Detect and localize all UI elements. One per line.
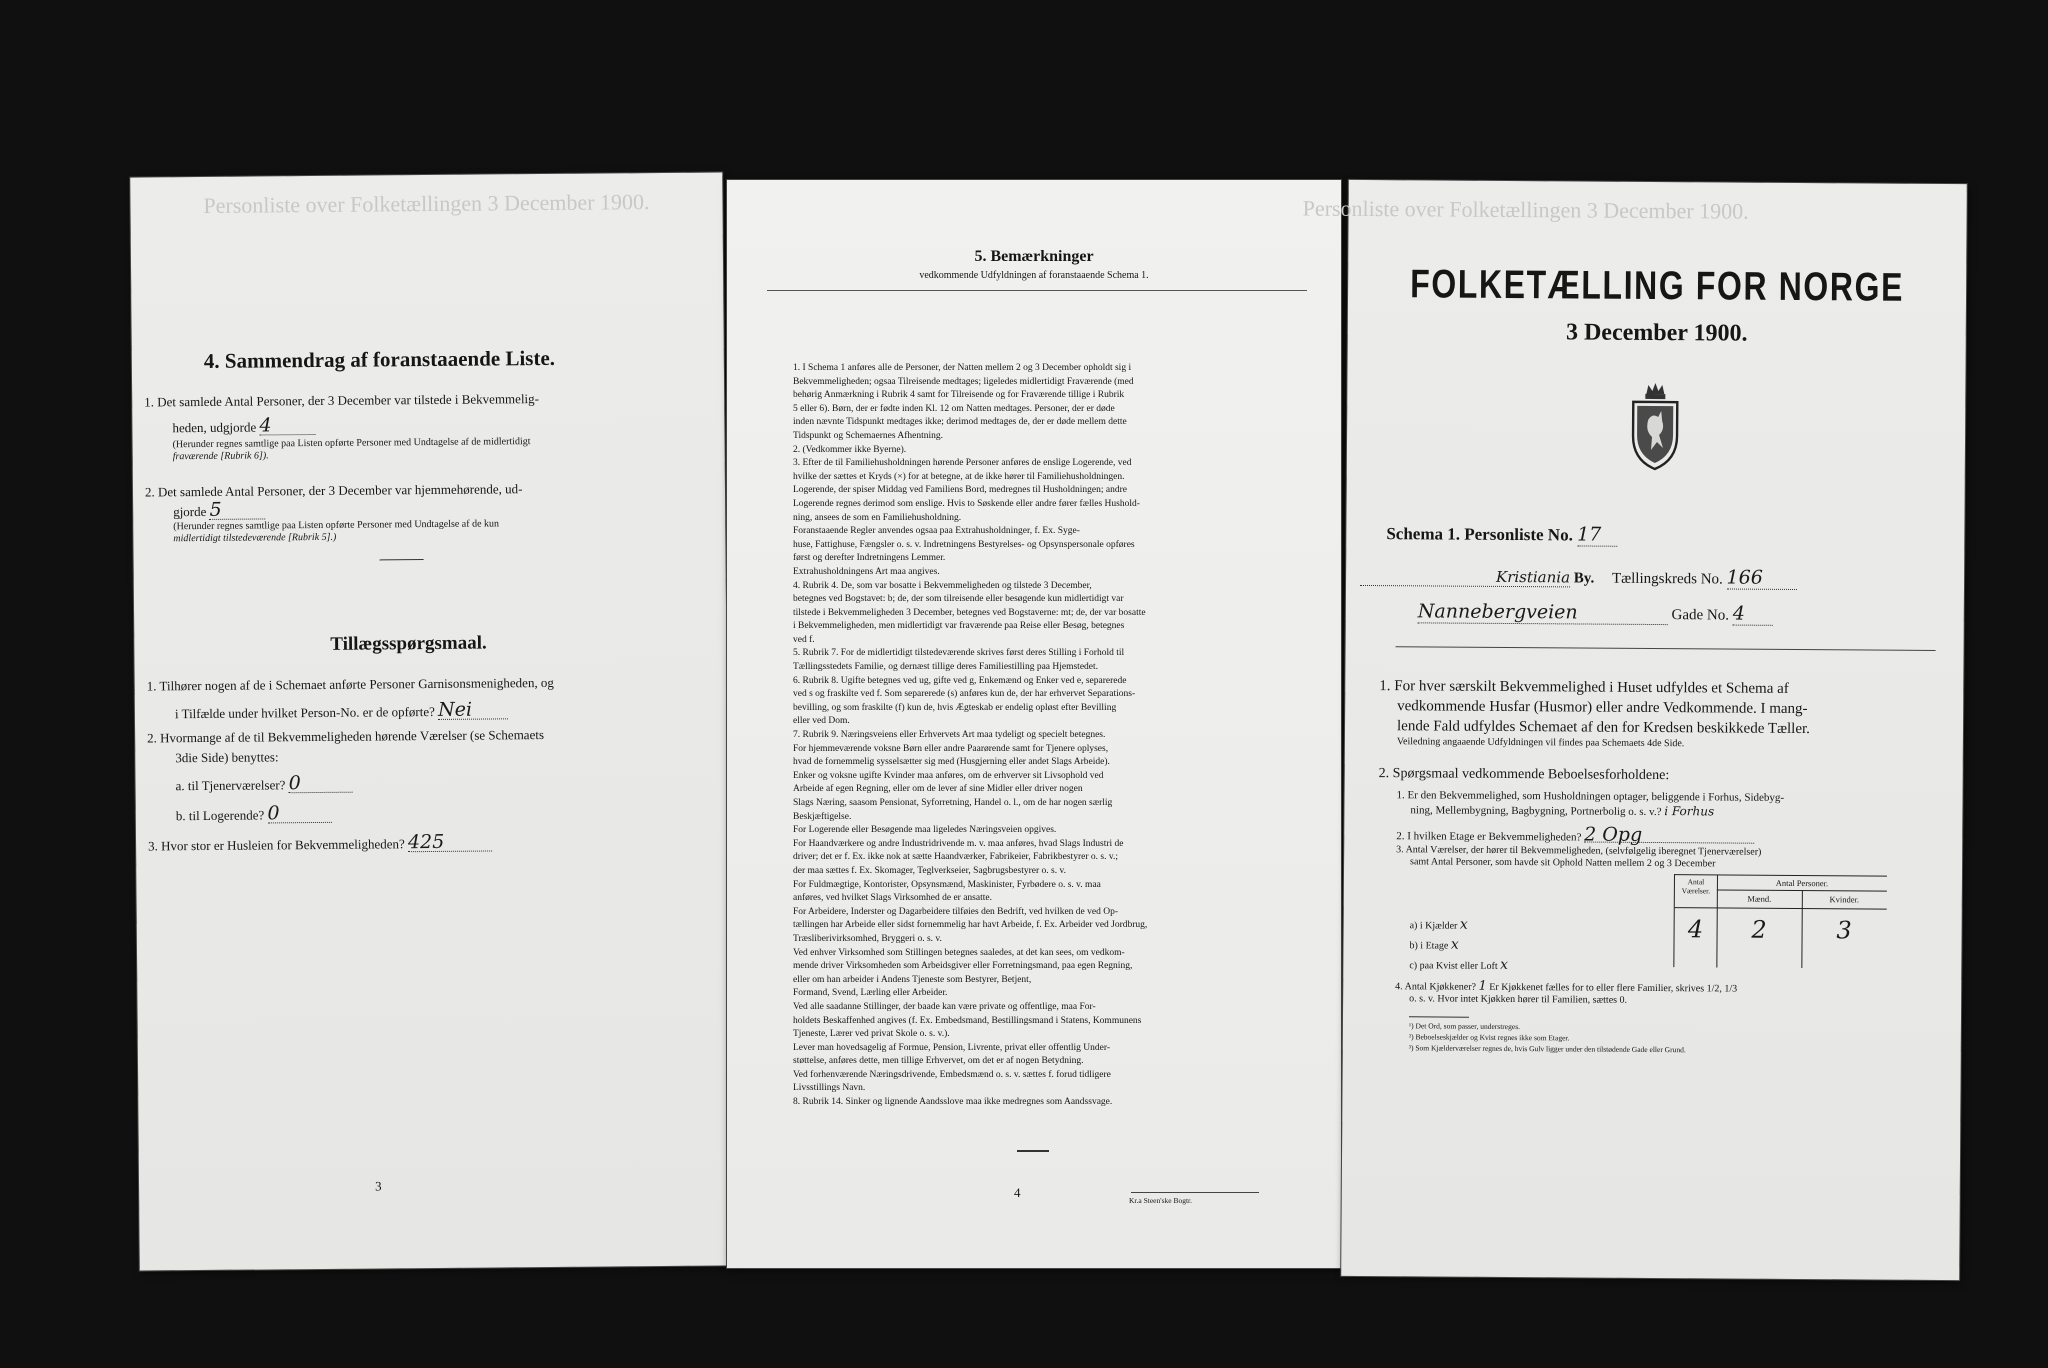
street-label: Gade No.	[1671, 607, 1730, 624]
t2a-line	[175, 774, 352, 796]
remark-line: mende driver Virksomheden som Arbeidsgiver eller Forretningsmand, paa egen Regning,	[793, 961, 1133, 972]
remark-line: For Haandværkere og andre Industridrivende m. v. maa anføres, hvad Slags Industri de	[793, 838, 1124, 849]
row-kjaelder	[1410, 918, 1468, 932]
remark-line: Foranstaaende Regler anvendes ogsaa paa Extrahusholdninger, f. Ex. Syge-	[793, 526, 1080, 537]
remark-line: 5. Rubrik 7. For de midlertidigt tilstedeværende skrives først deres Stilling i Forhold til	[793, 648, 1125, 659]
footnote-1: ¹) Det Ord, som passer, understreges.	[1408, 1021, 1521, 1032]
q4-line2: o. s. v. Hvor intet Kjøkken hører til Familien, sættes 0.	[1409, 993, 1628, 1006]
remark-line: ning, ansees de som en Familiehusholdning.	[793, 512, 962, 523]
schema-label: Schema 1. Personliste No.	[1386, 524, 1573, 545]
instruction-2: 2. Spørgsmaal vedkommende Beboelsesforholdene:	[1378, 766, 1670, 784]
row-a-answer: x	[1459, 916, 1468, 933]
page-number: 4	[1014, 1185, 1021, 1200]
q1-line1: 1. Er den Bekvemmelighed, som Husholdningen optager, beliggende i Forhus, Sidebyg-	[1396, 789, 1785, 804]
remark-line: 8. Rubrik 14. Sinker og lignende Aandsslove maa ikke medregnes som Aandssvage.	[793, 1097, 1113, 1108]
remark-line: hvilke der sættes et Kryds (×) for at betegne, at de ikke hører til Familiehusholdningen.	[793, 471, 1125, 482]
q2-note-2: midlertidigt tilstedeværende [Rubrik 5].)	[173, 531, 337, 545]
t2a-label: a. til Tjenerværelser?	[175, 777, 286, 794]
remark-line: Arbeide af egen Regning, eller om de lever af sine Midler eller driver nogen	[793, 784, 1083, 795]
row-c-answer: x	[1500, 956, 1509, 973]
city-line	[1360, 564, 1797, 590]
women-etage: 3	[1836, 916, 1852, 945]
remark-line: Ved enhver Virksomhed som Stillingen betegnes saaledes, at det kan sees, om vedkom-	[793, 947, 1125, 958]
remark-line: i Bekvemmeligheden, men midlertidigt var fraværende paa Reise eller Besøg, betegnes	[793, 621, 1125, 632]
instr1-line2: vedkommende Husfar (Husmor) eller andre Vedkommende. I mang-	[1397, 698, 1808, 718]
remark-line: 1. I Schema 1 anføres alle de Personer, der Natten mellem 2 og 3 December opholdt sig i	[793, 363, 1132, 373]
footnote-rule	[1409, 1016, 1469, 1017]
remark-line: først og derefter Indretningens Lemmer.	[793, 553, 946, 564]
instr1-line1: 1. For hver særskilt Bekvemmelighed i Huset udfyldes et Schema af	[1379, 678, 1789, 697]
printer-mark: Kr.a Steen'ske Bogtr.	[1129, 1196, 1193, 1205]
t2b-answer: 0	[267, 804, 331, 824]
head-persons: Antal Personer.	[1775, 877, 1829, 889]
t2b-line	[176, 804, 332, 825]
remarks-title: 5. Bemærkninger	[974, 248, 1094, 265]
remark-line: holdets Beskaffenhed angives (f. Ex. Embedsmand, Bestillingsmand i Statens, Kommunens	[793, 1015, 1142, 1026]
remark-line: Træsliberivirksomhed, Bryggeri o. s. v.	[793, 933, 942, 944]
q1-label: heden, udgjorde	[172, 419, 257, 436]
divider	[380, 559, 424, 560]
remark-line: Ved alle saadanne Stillinger, der baade kan være private og offentlige, maa For-	[793, 1001, 1096, 1012]
row-a-label: a) i Kjælder	[1409, 920, 1458, 932]
page-number: 3	[374, 1178, 382, 1194]
remark-line: der maa sættes f. Ex. Skomager, Teglverkseier, Sagbrugsbestyrer o. s. v.	[793, 865, 1066, 876]
street-number: 4	[1733, 603, 1773, 626]
remark-line: støttelse, anføres dette, men tillige Erhvervet, om det er af nogen Betydning.	[793, 1056, 1084, 1067]
q1-note-1: (Herunder regnes samtlige paa Listen opførte Personer med Undtagelse af de midlertidigt	[172, 436, 531, 451]
head-men: Mænd.	[1747, 893, 1772, 904]
instruction-1	[1379, 676, 1959, 752]
remark-line: driver; det er f. Ex. ikke nok at sætte Haandværker, Fabrikeier, Fabrikbestyrer o. s. v.;	[793, 852, 1118, 863]
remark-line: behørig Anmærkning i Rubrik 4 samt for Tilreisende og for Fraværende tillige i Rubrik	[793, 390, 1125, 401]
t1-line2	[175, 700, 508, 723]
rule	[1396, 646, 1936, 651]
t2-line1: 2. Hvormange af de til Bekvemmeligheden hørende Værelser (se Schemaets	[147, 727, 545, 746]
q4-label: 4. Antal Kjøkkener?	[1395, 981, 1477, 993]
city-answer: Kristiania	[1360, 567, 1570, 587]
rule	[1131, 1192, 1259, 1193]
rooms-persons-table	[1673, 874, 1887, 968]
q4-answer: 1	[1478, 978, 1487, 994]
remark-line: 5 eller 6). Børn, der er fødte inden Kl. 12 om Natten medtages. Personer, der er døde	[793, 403, 1115, 414]
remark-line: Tidspunkt og Schemaernes Afhentning.	[793, 430, 944, 441]
remark-line: Tjeneste, Lærer ved privat Skole o. s. v.).	[793, 1029, 950, 1040]
remark-line: Logerende regnes derimod som enslige. Hvis to Søskende eller andre fører fælles Hushold-	[793, 498, 1140, 509]
q3-line1: 3. Antal Værelser, der hører til Bekvemmeligheden, (selvfølgelig iberegnet Tjenerværelser)	[1396, 844, 1762, 858]
section4-title: 4. Sammendrag af foranstaaende Liste.	[203, 345, 556, 373]
district-label: Tællingskreds No.	[1611, 570, 1723, 588]
remark-line: hvad de fornemmelig sysselsætter sig med (Husgjerning eller andet Slags Arbeide).	[793, 757, 1110, 768]
remark-line: bevilling, og som fraskilte (f) kun de, hvis Ægteskab er endelig opløst efter Bevilling	[793, 702, 1117, 713]
q1-answer: 4	[259, 416, 315, 435]
page-1-cover	[1302, 180, 1967, 1280]
remark-line: ved s og fraskilte ved f. Som separerede (s) anføres kun de, der har erhvervet Separations-	[793, 689, 1136, 700]
remark-line: eller ved Dom.	[793, 716, 850, 727]
q2-answer: 2 Opg	[1584, 828, 1754, 844]
remark-line: For hjemmeværende voksne Børn eller andre Paarørende samt for Tjenere oplyses,	[793, 743, 1109, 754]
men-etage: 2	[1751, 915, 1767, 944]
q2-line1: 2. Det samlede Antal Personer, der 3 December var hjemmehørende, ud-	[144, 481, 523, 500]
t3-answer: 425	[408, 832, 492, 852]
row-b-answer: x	[1450, 936, 1459, 953]
t2-line2: 3die Side) benyttes:	[175, 749, 279, 766]
remarks-list	[793, 362, 1303, 1110]
t3-label: 3. Hvor stor er Husleien for Bekvemmeligheden?	[148, 836, 405, 854]
rule	[767, 290, 1307, 291]
remark-line: Enker og voksne ugifte Kvinder maa anføres, om de erhverver sit Livsophold ved	[793, 770, 1104, 781]
personliste-number: 17	[1577, 523, 1617, 546]
main-title: FOLKETÆLLING FOR NORGE	[1410, 262, 1905, 310]
remark-line: Logerende, der spiser Middag ved Familiens Bord, medregnes til Husholdningen; andre	[793, 485, 1128, 496]
footnotes	[1409, 1020, 1686, 1055]
faint-bleed-header: Personliste over Folketællingen 3 December 1900.	[1302, 195, 1749, 224]
remark-line: Extrahusholdningens Art maa angives.	[793, 566, 940, 577]
remarks-subtitle: vedkommende Udfyldningen af foranstaaende Schema 1.	[919, 270, 1149, 281]
district-number: 166	[1727, 567, 1797, 590]
norwegian-coat-of-arms-icon	[1626, 380, 1685, 472]
remark-line: For Fuldmægtige, Kontorister, Opsynsmænd, Maskinister, Fyrbødere o. s. v. maa	[793, 879, 1101, 890]
faint-bleed-header: Personliste over Folketællingen 3 December 1900.	[203, 189, 650, 218]
row-c-label: c) paa Kvist eller Loft	[1409, 960, 1498, 972]
q1-line1: 1. Det samlede Antal Personer, der 3 December var tilstede i Bekvemmelig-	[144, 391, 540, 410]
q2-line2	[173, 500, 266, 521]
remark-line: For Logerende eller Besøgende maa ligeledes Næringsveien opgives.	[793, 825, 1057, 836]
q2-label: 2. I hvilken Etage er Bekvemmeligheden?	[1396, 830, 1582, 844]
remark-line: Tællingsstedets Familie, og dernæst tillige deres Familiestilling paa Hjemstedet.	[793, 662, 1099, 673]
remark-line: Ved forhenværende Næringsdrivende, Embedsmænd o. s. v. sættes f. forud tidligere	[793, 1069, 1111, 1080]
remark-line: 6. Rubrik 8. Ugifte betegnes ved ug, gifte ved g, Enkemænd og Enker ved e, separerede	[793, 675, 1127, 686]
remark-line: eller om han arbeider i Andens Tjeneste som Bestyrer, Betjent,	[793, 974, 1032, 985]
remark-line: 7. Rubrik 9. Næringsveiens eller Erhvervets Art maa tydeligt og specielt betegnes.	[793, 730, 1106, 741]
remark-line: For Arbeidere, Inderster og Dagarbeidere tilføies den Bedrift, ved hvilken de ved Op-	[793, 906, 1118, 917]
street-line	[1418, 600, 1773, 625]
remark-line: tællingen har Arbeide eller sidst fornemmelig har havt Arbeide, f. Ex. Arbeider ved Jordbrug,	[793, 920, 1148, 931]
t2a-answer: 0	[289, 774, 353, 794]
row-kvist	[1409, 958, 1508, 973]
housing-q1	[1396, 788, 1956, 821]
street-answer: Nannebergveien	[1418, 600, 1668, 625]
instr1-line3: lende Fald udfyldes Schemaet af den for Kredsen beskikkede Tæller.	[1396, 718, 1811, 738]
row-etage	[1409, 938, 1458, 952]
remark-line: inden nævnte Tidspunkt medtages ikke; derimod medtages de, der er døde mellem dette	[793, 417, 1127, 428]
row-b-label: b) i Etage	[1409, 940, 1449, 952]
head-rooms: Antal Værelser.	[1681, 877, 1711, 896]
remark-line: Slags Næring, saasom Pensionat, Syforretning, Handel o. l., om de har nogen særlig	[793, 798, 1113, 808]
t1-answer: Nei	[438, 700, 508, 720]
remark-line: 4. Rubrik 4. De, som var bosatte i Bekvemmeligheden og tilstede 3 December,	[793, 580, 1092, 591]
t1-line1: 1. Tilhører nogen af de i Schemaet anførte Personer Garnisonsmenigheden, og	[146, 674, 554, 694]
q3-line2: samt Antal Personer, som havde sit Ophold Natten mellem 2 og 3 December	[1410, 856, 1716, 870]
city-label: By.	[1573, 570, 1595, 587]
remark-line: Lever man hovedsagelig af Formue, Pension, Livrente, privat eller offentlig Under-	[793, 1042, 1110, 1053]
q1-note-2: fraværende [Rubrik 6]).	[172, 450, 269, 463]
q2-note-1: (Herunder regnes samtlige paa Listen opførte Personer med Undtagelse af de kun	[173, 518, 500, 533]
divider	[1017, 1150, 1049, 1152]
remark-line: betegnes ved Bogstavet: b; de, der som tilreisende eller besøgende kun midlertidigt var	[793, 594, 1124, 605]
housing-q3	[1396, 844, 1956, 872]
remark-line: 2. (Vedkommer ikke Byerne).	[793, 444, 907, 455]
t2b-label: b. til Logerende?	[175, 807, 265, 824]
q1-line2	[1396, 802, 1956, 821]
footnote-3: ³) Som Kjælderværelser regnes de, hvis Gulv ligger under den tilstødende Gade eller Grund.	[1408, 1043, 1686, 1055]
t3-line	[148, 832, 492, 855]
q1-answer: i Forhus	[1664, 804, 1715, 819]
remark-line: anføres, ved hvilket Slags Virksomhed de er ansatte.	[793, 893, 992, 904]
housing-q2	[1396, 823, 1754, 846]
q1-label: ning, Mellembygning, Bagbygning, Portnerbolig o. s. v.?	[1410, 804, 1662, 819]
page-3-summary	[130, 172, 732, 1270]
footnote-2: ²) Beboelseskjælder og Kvist regnes ikke som Etager.	[1408, 1032, 1570, 1043]
date-line: 3 December 1900.	[1565, 319, 1748, 347]
t1-label: i Tilfælde under hvilket Person-No. er de opførte?	[174, 703, 435, 722]
remark-line: Formand, Svend, Lærling eller Arbeider.	[793, 988, 948, 999]
remark-line: 3. Efter de til Familiehusholdningen hørende Personer anføres de enslige Logerende, ved	[793, 458, 1132, 469]
q2-answer: 5	[210, 500, 266, 519]
remark-line: Beskjæftigelse.	[793, 811, 852, 822]
schema-line	[1386, 522, 1617, 547]
remark-line: huse, Fattighuse, Fængsler o. s. v. Indretningens Bestyrelses- og Opsynspersonale opføres	[793, 539, 1135, 550]
q4-note: Er Kjøkkenet fælles for to eller flere Familier, skrives 1/2, 1/3	[1489, 981, 1738, 995]
head-women: Kvinder.	[1829, 894, 1860, 905]
remark-line: tilstede i Bekvemmeligheden 3 December, betegnes ved Bogstaverne: mt; de, der var bosatte	[793, 607, 1146, 618]
q1-line2	[172, 416, 315, 437]
remark-line: Bekvemmeligheden; ogsaa Tilreisende medtages; ligeledes midlertidigt Fraværende (med	[793, 376, 1134, 387]
tillaeg-title: Tillægsspørgsmaal.	[330, 632, 487, 655]
remark-line: ved f.	[793, 634, 815, 645]
rooms-etage: 4	[1687, 915, 1704, 944]
q2-label: gjorde	[173, 503, 207, 520]
remark-line: Livsstillings Navn.	[793, 1083, 866, 1094]
page-4-remarks	[727, 180, 1341, 1268]
housing-q4	[1395, 980, 1955, 1009]
instr1-line4: Veiledning angaaende Udfyldningen vil findes paa Schemaets 4de Side.	[1396, 736, 1685, 750]
